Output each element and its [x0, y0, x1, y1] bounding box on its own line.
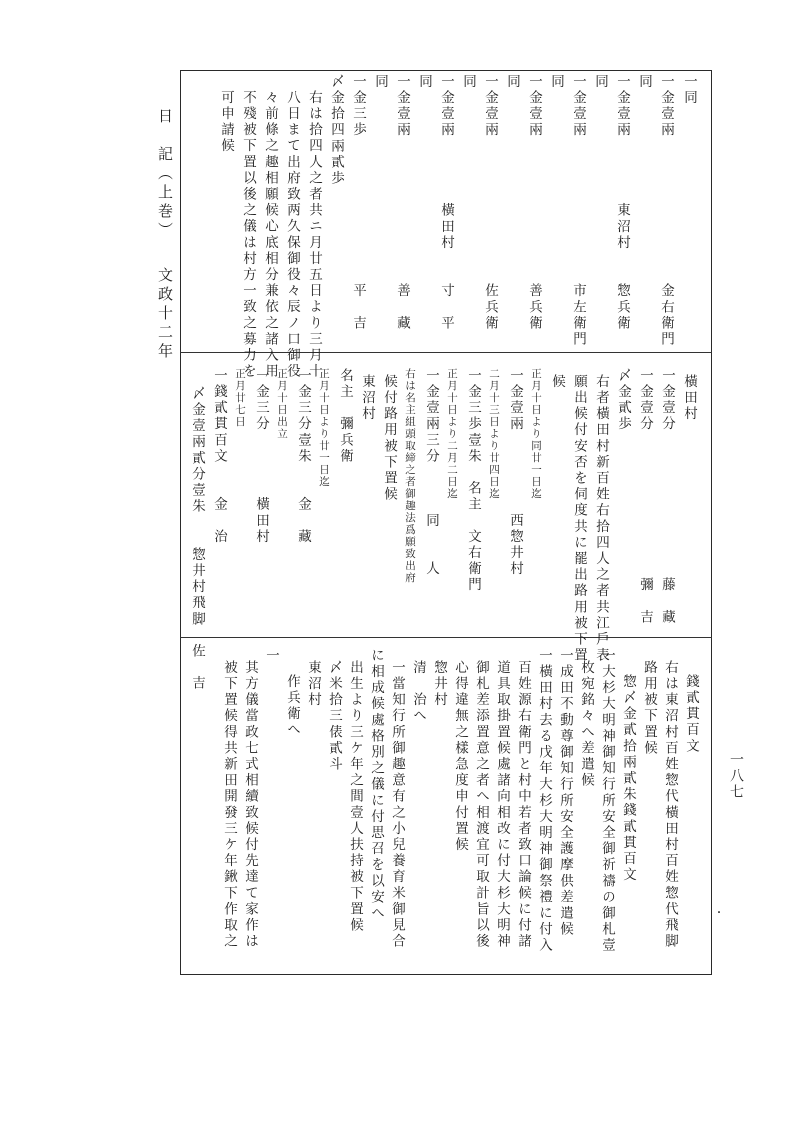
- middle-line-12: 正月十日より二月二日迄: [446, 368, 458, 500]
- middle-line-3: 一金壹分 彌 吉: [637, 368, 653, 626]
- bottom-line-6: 枚宛銘々へ差遣候: [578, 660, 594, 789]
- bottom-line-15: 一當知行所御趣意有之小兒養育米御見合: [389, 660, 405, 950]
- middle-line-11: 一金三歩壹朱 名主 文右衛門: [465, 368, 481, 594]
- top-line-1: 一同: [681, 74, 697, 107]
- top-line-22: 可申請候: [218, 90, 234, 155]
- middle-line-13: 一金壹兩三分 同 人: [423, 368, 439, 578]
- bottom-line-23: 被下置候得共新田開發三ケ年鍬下作取之: [221, 660, 237, 950]
- running-head-era: 文政十二年: [156, 267, 174, 362]
- bottom-line-20: 作兵衛へ: [284, 674, 300, 739]
- middle-line-6: 願出候付安否を伺度共に罷出路用被下置: [571, 374, 587, 664]
- top-line-3: 同: [636, 74, 652, 91]
- middle-line-9: 一金壹兩 西惣井村: [507, 368, 523, 578]
- bottom-line-17: 出生より三ケ年之間壹人扶持被下置候: [347, 660, 363, 934]
- top-line-7: 同: [548, 74, 564, 91]
- bottom-line-22: 其方儀當政七式相續致候付先達て家作は: [242, 660, 258, 950]
- top-line-6: 一金壹兩 市左衛門: [570, 74, 586, 348]
- bottom-line-3: 路用被下置候: [641, 660, 657, 757]
- bottom-line-18: 〆米拾三俵貳斗: [326, 660, 342, 773]
- top-line-5: 同: [592, 74, 608, 91]
- bottom-line-9: 百姓源右衛門と村中若者致口論候に付諸: [515, 660, 531, 950]
- top-line-10: 一金壹兩 佐兵衛: [482, 74, 498, 332]
- middle-line-10: 二月十三日より廿四日迄: [488, 368, 500, 500]
- section-divider-lower: [180, 637, 712, 638]
- bottom-line-5: 一大杉大明神御知行所安全御祈禱の御札壹: [599, 648, 615, 954]
- top-line-21: 不殘被下置以後之儀は村方一致之募力を: [240, 90, 256, 380]
- bottom-line-13: 惣井村: [431, 660, 447, 709]
- bottom-line-2: 右は東沼村百姓惣代橫田村百姓惣代飛脚: [662, 660, 678, 950]
- page-number: 一八七: [728, 752, 744, 800]
- middle-line-24: 〆金壹兩貳分壹朱 惣井村飛脚 佐 吉: [189, 386, 205, 692]
- stray-mark: ・: [714, 908, 724, 919]
- running-head: [142, 108, 176, 362]
- top-line-4: 一金壹兩 東沼村 惣兵衛: [614, 74, 630, 332]
- bottom-line-21: 一: [263, 648, 279, 665]
- top-line-20: 々前條之趣相願候心底相分兼依之諸入用: [262, 90, 278, 380]
- middle-line-19: 一金三分壹朱 金 藏: [295, 368, 311, 546]
- middle-line-15: 候付路用被下置候: [381, 374, 397, 503]
- middle-line-18: 正月十日より廿一日迄: [318, 368, 330, 488]
- top-line-17: 〆金拾四兩貳歩: [328, 74, 344, 187]
- middle-line-4: 〆金貳歩: [615, 368, 631, 433]
- top-line-14: 一金壹兩 善 藏: [394, 74, 410, 332]
- bottom-line-8: 一橫田村去る戊年大杉大明神御祭禮に付入: [536, 648, 552, 954]
- middle-line-8: 正月十日より同廿一日迄: [530, 368, 542, 500]
- middle-line-22: 正月廿七日: [234, 368, 246, 428]
- middle-line-1: 橫田村: [681, 374, 697, 423]
- top-line-2: 一金壹兩 金右衛門: [658, 74, 674, 348]
- middle-line-2: 一金壹分 藤 藏: [659, 368, 675, 626]
- top-line-13: 同: [416, 74, 432, 91]
- top-line-8: 一金壹兩 善兵衛: [526, 74, 542, 332]
- bottom-line-12: 心得違無之樣急度申付置候: [452, 660, 468, 854]
- middle-line-16: 東沼村: [359, 374, 375, 423]
- top-line-19: 八日まて出府致两久保御役々辰ノ口御役: [284, 90, 300, 380]
- top-line-11: 同: [460, 74, 476, 91]
- top-line-12: 一金壹兩 橫田村 寸 平: [438, 74, 454, 332]
- middle-line-21: 一金三分 橫田村: [253, 368, 269, 546]
- middle-line-23: 一錢貳貫百文 金 治: [211, 368, 227, 546]
- middle-line-14: 右は名主組頭取締之者御趣法爲願致出府: [404, 368, 416, 584]
- bottom-line-19: 東沼村: [305, 660, 321, 709]
- bottom-line-10: 道具取掛置候處諸向相改に付大杉大明神: [494, 660, 510, 950]
- bottom-line-14: 清 治へ: [410, 660, 426, 725]
- bottom-line-4: 惣〆金貳拾兩貳朱錢貳貫百文: [620, 674, 636, 884]
- middle-line-17: 名主 彌兵衛: [337, 368, 353, 465]
- bottom-line-7: 一成田不動尊御知行所安全護摩供差遣候: [557, 648, 573, 938]
- bottom-line-1: 錢貳貫百文: [683, 674, 699, 755]
- middle-line-7: 候: [549, 374, 565, 391]
- bottom-line-16: に相成候處格別之儀に付思召を以安へ: [368, 648, 384, 922]
- top-line-18: 右は拾四人之者共ニ月廿五日より三月十: [306, 90, 322, 380]
- top-line-15: 同: [372, 74, 388, 91]
- middle-line-5: 右者橫田村新百姓右拾四人之者共江戶表: [593, 374, 609, 664]
- top-line-9: 同: [504, 74, 520, 91]
- running-head-title: 日 記（上巻）: [156, 108, 174, 241]
- middle-line-20: 正月十日出立: [276, 368, 288, 440]
- bottom-line-11: 御札差添置意之者へ相渡宜可取計旨以後: [473, 660, 489, 950]
- top-line-16: 一金三歩 平 吉: [350, 74, 366, 332]
